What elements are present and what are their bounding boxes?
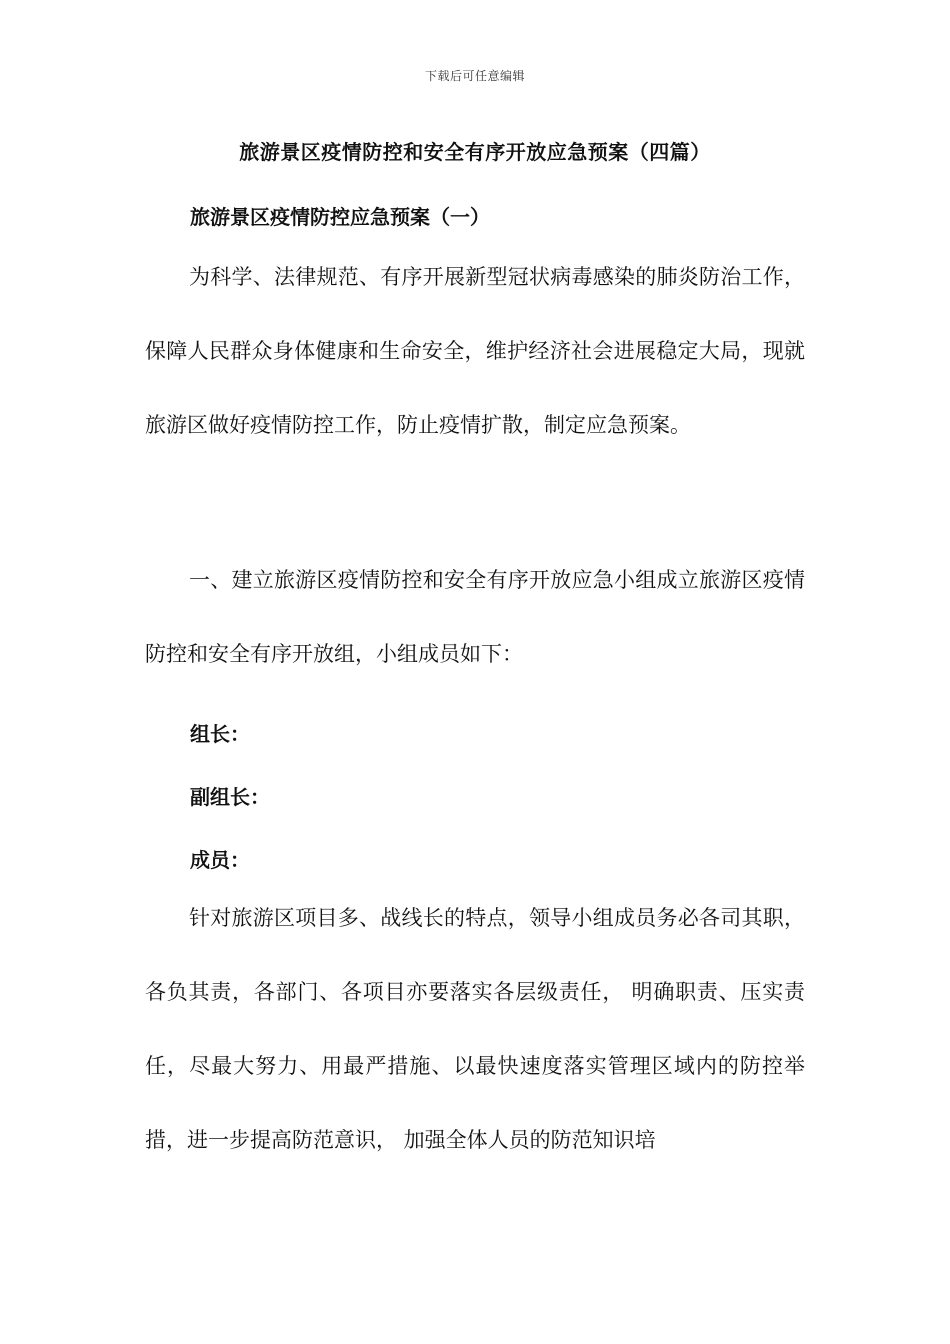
paragraph-group-setup: 一、建立旅游区疫情防控和安全有序开放应急小组成立旅游区疫情防控和安全有序开放组，小组成员如下： xyxy=(145,568,805,666)
document-title: 旅游景区疫情防控和安全有序开放应急预案（四篇） xyxy=(239,140,711,164)
paragraph-intro: 为科学、法律规范、有序开展新型冠状病毒感染的肺炎防治工作，保障人民群众身体健康和生命安全，维护经济社会进展稳定大局，现就旅游区做好疫情防控工作，防止疫情扩散，制定应急预案。 xyxy=(145,265,805,437)
paragraph-responsibilities: 针对旅游区项目多、战线长的特点，领导小组成员务必各司其职，各负其责，各部门、各项目亦要落实各层级责任， 明确职责、压实责任，尽最大努力、用最严措施、以最快速度落实管理区域内的防控举措，进一步提高防范意识， 加强全体人员的防范知识培 xyxy=(145,906,805,1152)
header-note: 下载后可任意编辑 xyxy=(424,69,525,83)
role-deputy-label: 副组长： xyxy=(190,785,270,809)
role-members-label: 成员： xyxy=(190,848,250,872)
role-leader-label: 组长： xyxy=(190,722,250,746)
section-title: 旅游景区疫情防控应急预案（一） xyxy=(190,205,490,229)
